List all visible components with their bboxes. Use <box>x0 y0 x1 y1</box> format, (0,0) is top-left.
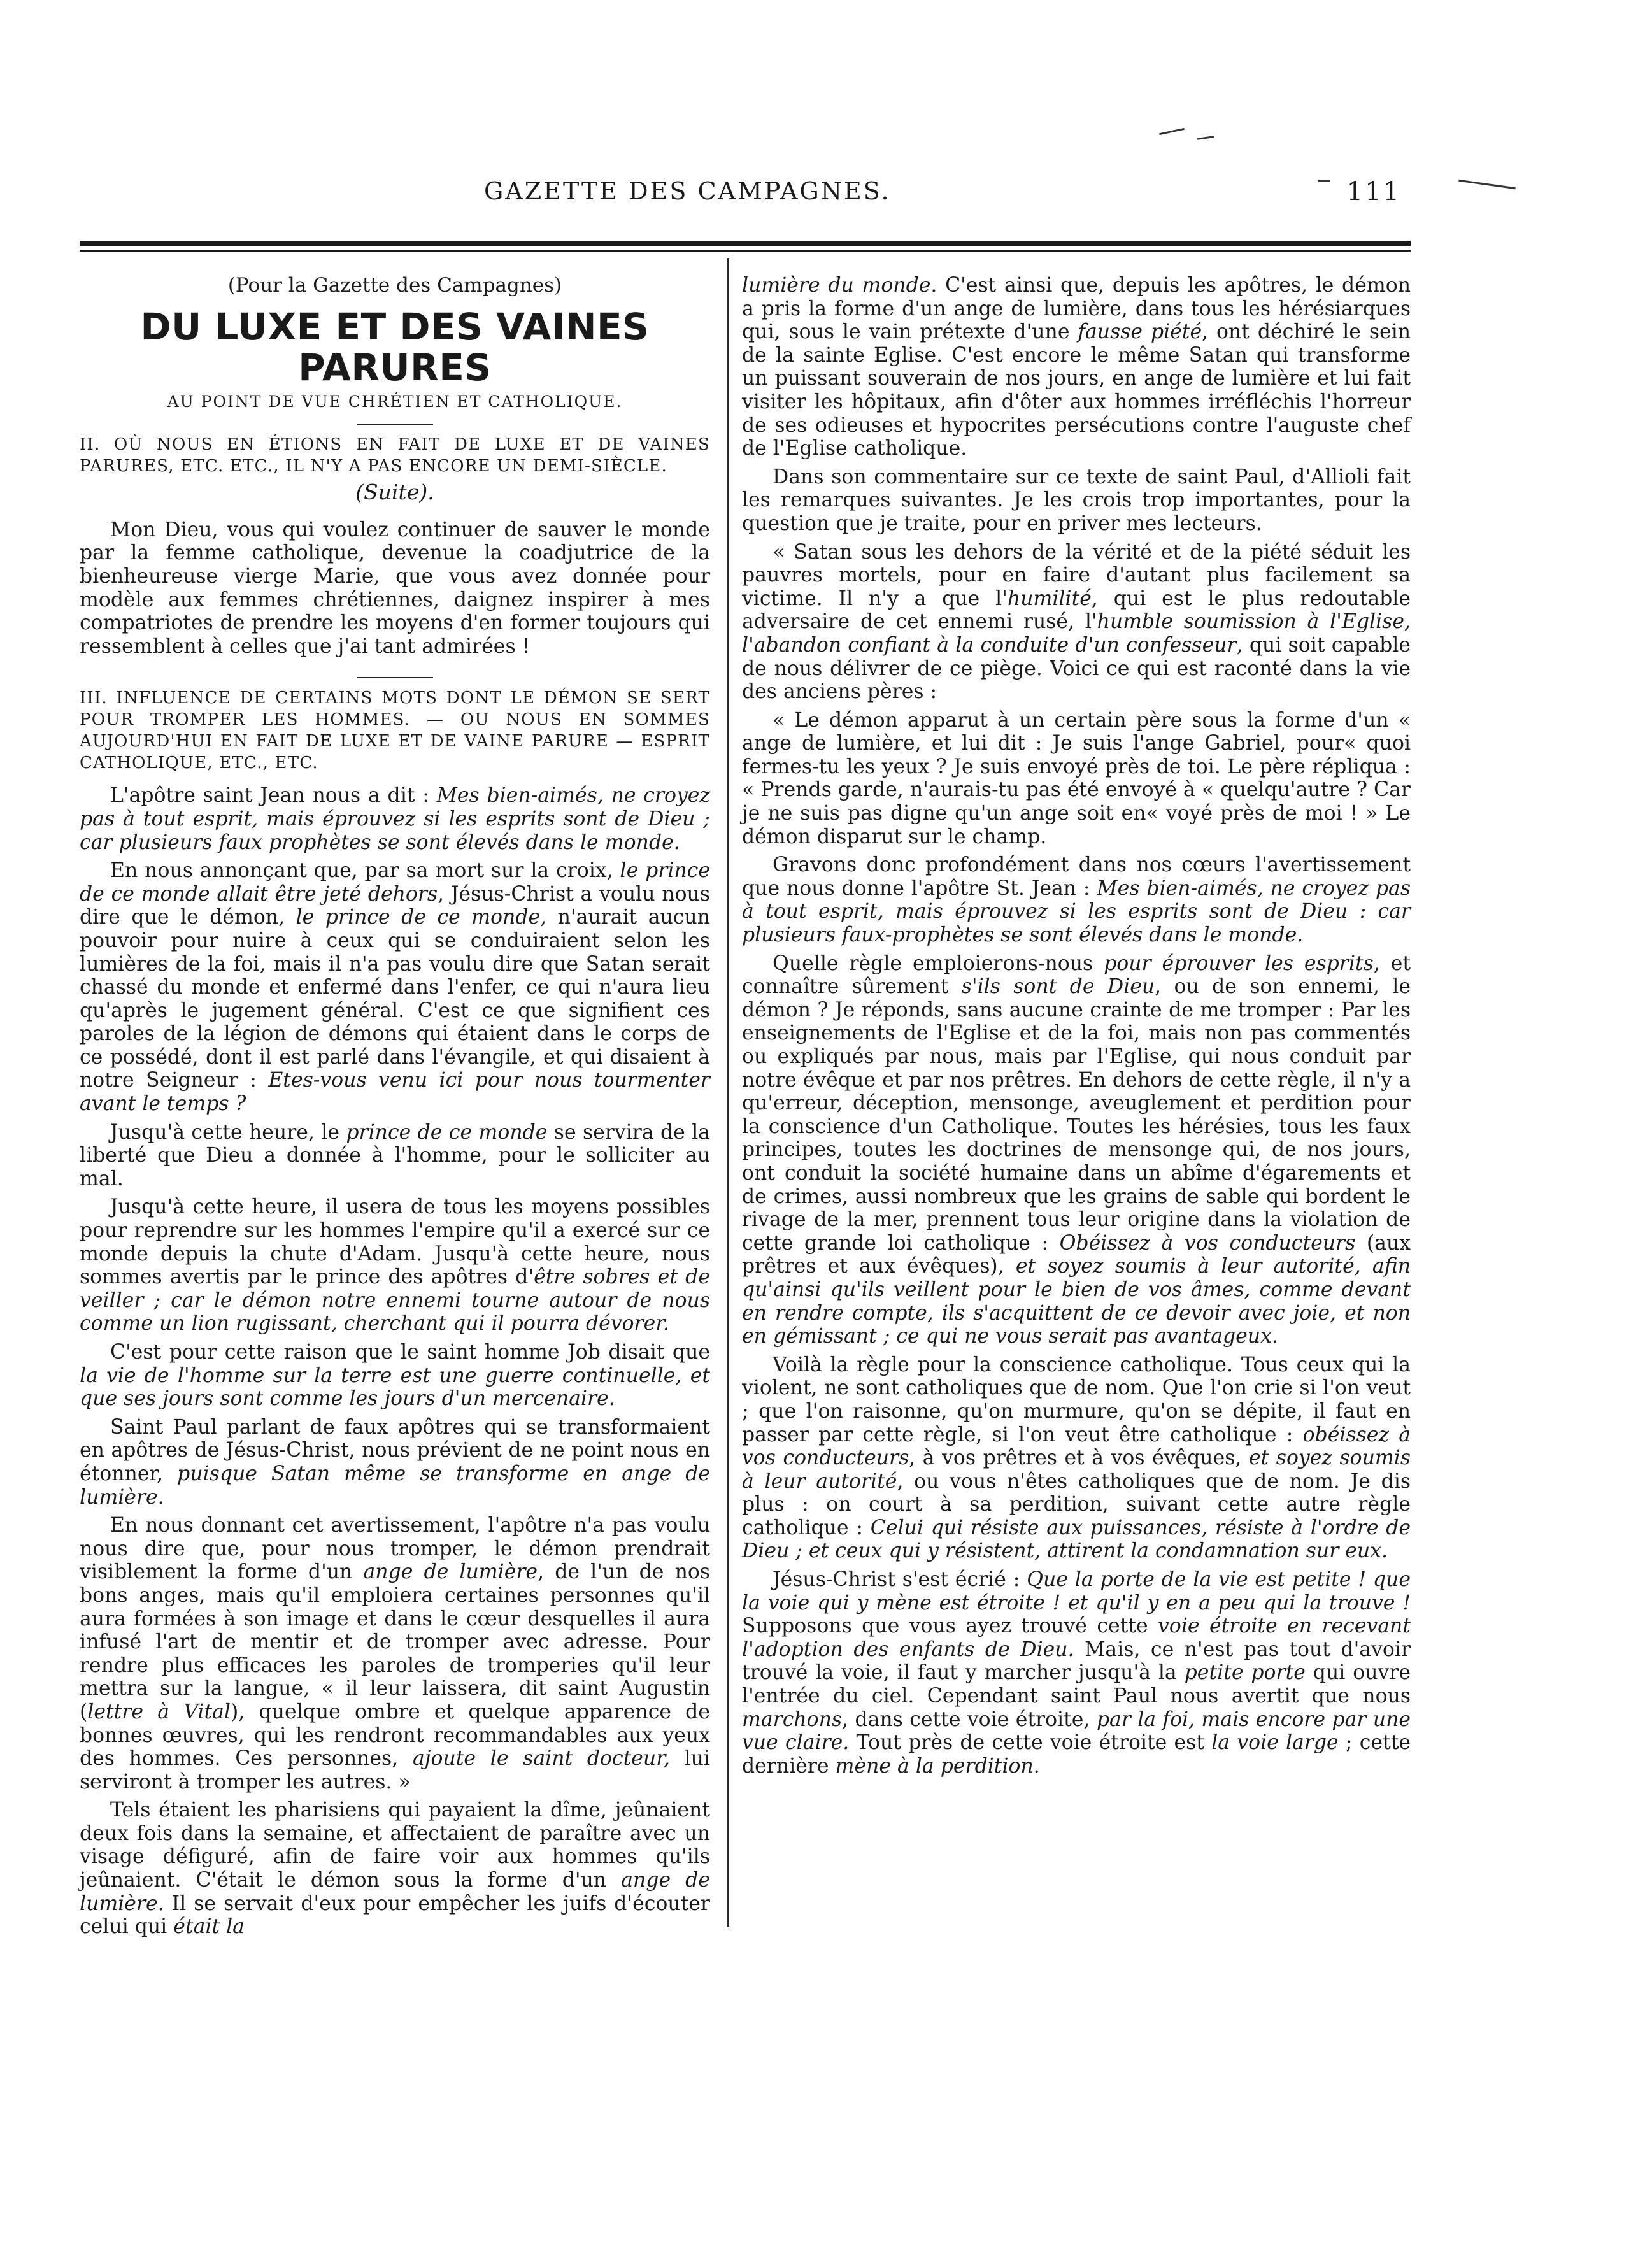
section-heading-ii: II. OÙ NOUS EN ÉTIONS EN FAIT DE LUXE ET DE VAINES PARURES, ETC. ETC., IL N'Y A PAS ENCORE UN DEMI-SIÈCLE. <box>80 435 710 476</box>
ink-mark <box>1159 128 1185 135</box>
paragraph: Jésus-Christ s'est écrié : Que la porte de la vie est petite ! que la voie qui y mène est étroite ! et qu'il y en a peu qui la trouve ! Supposons que vous ayez trouvé cette voie étroite en recevant l'adoption des enfants de Dieu. Mais, ce n'est pas tout d'avoir trouvé la voie, il faut y marcher jusqu'à la petite porte qui ouvre l'entrée du ciel. Cependant saint Paul nous avertit que nous marchons, dans cette voie étroite, par la foi, mais encore par une vue claire. Tout près de cette voie étroite est la voie large ; cette dernière mène à la perdition. <box>742 1568 1411 1778</box>
source-note: (Pour la Gazette des Campagnes) <box>227 274 562 297</box>
paragraph: Mon Dieu, vous qui voulez continuer de sauver le monde par la femme catholique, devenue la coadjutrice de la bienheureuse vierge Marie, que vous avez donnée pour modèle aux femmes chrétiennes, daignez inspirer à mes compatriotes de prendre les moyens d'en former toujours qui ressemblent à celles que j'ai tant admirées ! <box>80 518 710 658</box>
paragraph: En nous donnant cet avertissement, l'apôtre n'a pas voulu nous dire que, pour nous tromper, le démon prendrait visiblement la forme d'un ange de lumière, de l'un de nos bons anges, mais qu'il emploiera certaines personnes qu'il aura formées à son image et dans le cœur desquelles il aura infusé l'art de mentir et de tromper avec adresse. Pour rendre plus efficaces les paroles de tromperies qu'il leur mettra sur la langue, « il leur laissera, dit saint Augustin (lettre à Vital), quelque ombre et quelque apparence de bonnes œuvres, qui les rendront recommandables aux yeux des hommes. Ces personnes, ajoute le saint docteur, lui serviront à tromper les autres. » <box>80 1514 710 1794</box>
section-heading-iii: III. INFLUENCE DE CERTAINS MOTS DONT LE DÉMON SE SERT POUR TROMPER LES HOMMES. — OU NOUS EN SOMMES AUJOURD'HUI EN FAIT DE LUXE ET DE VAINE PARURE — ESPRIT CATHOLIQUE, ETC., ETC. <box>80 688 710 773</box>
article-subtitle: AU POINT DE VUE CHRÉTIEN ET CATHOLIQUE. <box>167 392 623 411</box>
section-rule <box>357 424 433 425</box>
paragraph: C'est pour cette raison que le saint homme Job disait que la vie de l'homme sur la terre est une guerre continuelle, et que ses jours sont comme les jours d'un mercenaire. <box>80 1341 710 1411</box>
header-rule-thin <box>80 250 1411 252</box>
paragraph: lumière du monde. C'est ainsi que, depuis les apôtres, le démon a pris la forme d'un ange de lumière, dans tous les hérésiarques qui, sous le vain prétexte d'une fausse piété, ont déchiré le sein de la sainte Eglise. C'est encore le même Satan qui transforme un puissant souverain de nos jours, en ange de lumière et lui fait visiter les hôpitaux, afin d'ôter aux hommes irréfléchis l'horreur de ses odieuses et hypocrites persécutions contre l'auguste chef de l'Eglise catholique. <box>742 274 1411 460</box>
paragraph: Dans son commentaire sur ce texte de saint Paul, d'Allioli fait les remarques suivantes. Je les crois trop importantes, pour la question que je traite, pour en priver mes lecteurs. <box>742 465 1411 535</box>
ink-mark <box>1197 136 1214 140</box>
paragraph: Jusqu'à cette heure, il usera de tous les moyens possibles pour reprendre sur les hommes l'empire qu'il a exercé sur ce monde depuis la chute d'Adam. Jusqu'à cette heure, nous sommes avertis par le prince des apôtres d'être sobres et de veiller ; car le démon notre ennemi tourne autour de nous comme un lion rugissant, cherchant qui il pourra dévorer. <box>80 1195 710 1336</box>
right-column <box>742 274 1411 1783</box>
paragraph: « Satan sous les dehors de la vérité et de la piété séduit les pauvres mortels, pour en faire d'autant plus facilement sa victime. Il n'y a que l'humilité, qui est le plus redoutable adversaire de cet ennemi rusé, l'humble soumission à l'Eglise, l'abandon confiant à la conduite d'un confesseur, qui soit capable de nous délivrer de ce piège. Voici ce qui est raconté dans la vie des anciens pères : <box>742 540 1411 704</box>
paragraph: Jusqu'à cette heure, le prince de ce monde se servira de la liberté que Dieu a donnée à l'homme, pour le solliciter au mal. <box>80 1120 710 1190</box>
paragraph: En nous annonçant que, par sa mort sur la croix, le prince de ce monde allait être jeté dehors, Jésus-Christ a voulu nous dire que le démon, le prince de ce monde, n'aurait aucun pouvoir pour nuire à ceux qui se conduiraient selon les lumières de la foi, mais il n'a pas voulu dire que Satan serait chassé du monde et enfermé dans l'enfer, ce qui n'aura lieu qu'après le jugement général. C'est ce que signifient ces paroles de la légion de démons qui étaient dans le corps de ce possédé, dont il est parlé dans l'évangile, et qui disaient à notre Seigneur : Etes-vous venu ici pour nous tourmenter avant le temps ? <box>80 859 710 1116</box>
paragraph: Saint Paul parlant de faux apôtres qui se transformaient en apôtres de Jésus-Christ, nous prévient de ne point nous en étonner, puisque Satan même se transforme en ange de lumière. <box>80 1415 710 1509</box>
ink-mark <box>1458 180 1516 189</box>
column-divider <box>727 258 729 1927</box>
page-number: 111 <box>1346 177 1401 206</box>
suite-label: (Suite). <box>355 480 434 505</box>
newspaper-title: GAZETTE DES CAMPAGNES. <box>484 177 891 205</box>
paragraph: Quelle règle emploierons-nous pour éprouver les esprits, et connaître sûrement s'ils sont de Dieu, ou de son ennemi, le démon ? Je réponds, sans aucune crainte de me tromper : Par les enseignements de l'Eglise et de la foi, mais non pas commentés ou expliqués par nous, mais par l'Eglise, qui nous conduit par notre évêque et par nos prêtres. En dehors de cette règle, il n'y a qu'erreur, déception, mensonge, aveuglement et perdition pour la conscience d'un Catholique. Toutes les hérésies, tous les faux principes, toutes les doctrines de mensonge qui, de nos jours, ont conduit la société humaine dans un abîme d'égarements et de crimes, aussi nombreux que les grains de sable qui bordent le rivage de la mer, prennent tous leur origine dans la violation de cette grande loi catholique : Obéissez à vos conducteurs (aux prêtres et aux évêques), et soyez soumis à leur autorité, afin qu'ainsi qu'ils veillent pour le bien de vos âmes, comme devant en rendre compte, ils s'acquittent de ce devoir avec joie, et non en gémissant ; ce qui ne vous serait pas avantageux. <box>742 952 1411 1348</box>
paragraph: Gravons donc profondément dans nos cœurs l'avertissement que nous donne l'apôtre St. Jean : Mes bien-aimés, ne croyez pas à tout esprit, mais éprouvez si les esprits sont de Dieu : car plusieurs faux-prophètes se sont élevés dans le monde. <box>742 853 1411 947</box>
paragraph: Tels étaient les pharisiens qui payaient la dîme, jeûnaient deux fois dans la semaine, et affectaient de paraître avec un visage défiguré, afin de faire voir aux hommes qu'ils jeûnaient. C'était le démon sous la forme d'un ange de lumière. Il se servait d'eux pour empêcher les juifs d'écouter celui qui était la <box>80 1799 710 1939</box>
paragraph: Voilà la règle pour la conscience catholique. Tous ceux qui la violent, ne sont catholiques que de nom. Que l'on crie si l'on veut ; que l'on raisonne, qu'on murmure, qu'on se dépite, il faut en passer par cette règle, si l'on veut être catholique : obéissez à vos conducteurs, à vos prêtres et à vos évêques, et soyez soumis à leur autorité, ou vous n'êtes catholiques que de nom. Je dis plus : on court à sa perdition, suivant cette autre règle catholique : Celui qui résiste aux puissances, résiste à l'ordre de Dieu ; et ceux qui y résistent, attirent la condamnation sur eux. <box>742 1353 1411 1563</box>
paragraph: « Le démon apparut à un certain père sous la forme d'un « ange de lumière, et lui dit : Je suis l'ange Gabriel, pour« quoi fermes-tu les yeux ? Je suis envoyé près de toi. Le père répliqua : « Prends garde, n'aurais-tu pas été envoyé à « quelqu'autre ? Car je ne suis pas digne qu'un ange soit en« voyé près de moi ! » Le démon disparut sur le champ. <box>742 708 1411 848</box>
article-title: DU LUXE ET DES VAINES PARURES <box>140 304 650 389</box>
section-rule <box>357 677 433 678</box>
left-column <box>80 274 710 1944</box>
paragraph: L'apôtre saint Jean nous a dit : Mes bien-aimés, ne croyez pas à tout esprit, mais éprouvez si les esprits sont de Dieu ; car plusieurs faux prophètes se sont élevés dans le monde. <box>80 784 710 854</box>
header-rule <box>80 241 1411 246</box>
ink-mark <box>1318 180 1330 182</box>
